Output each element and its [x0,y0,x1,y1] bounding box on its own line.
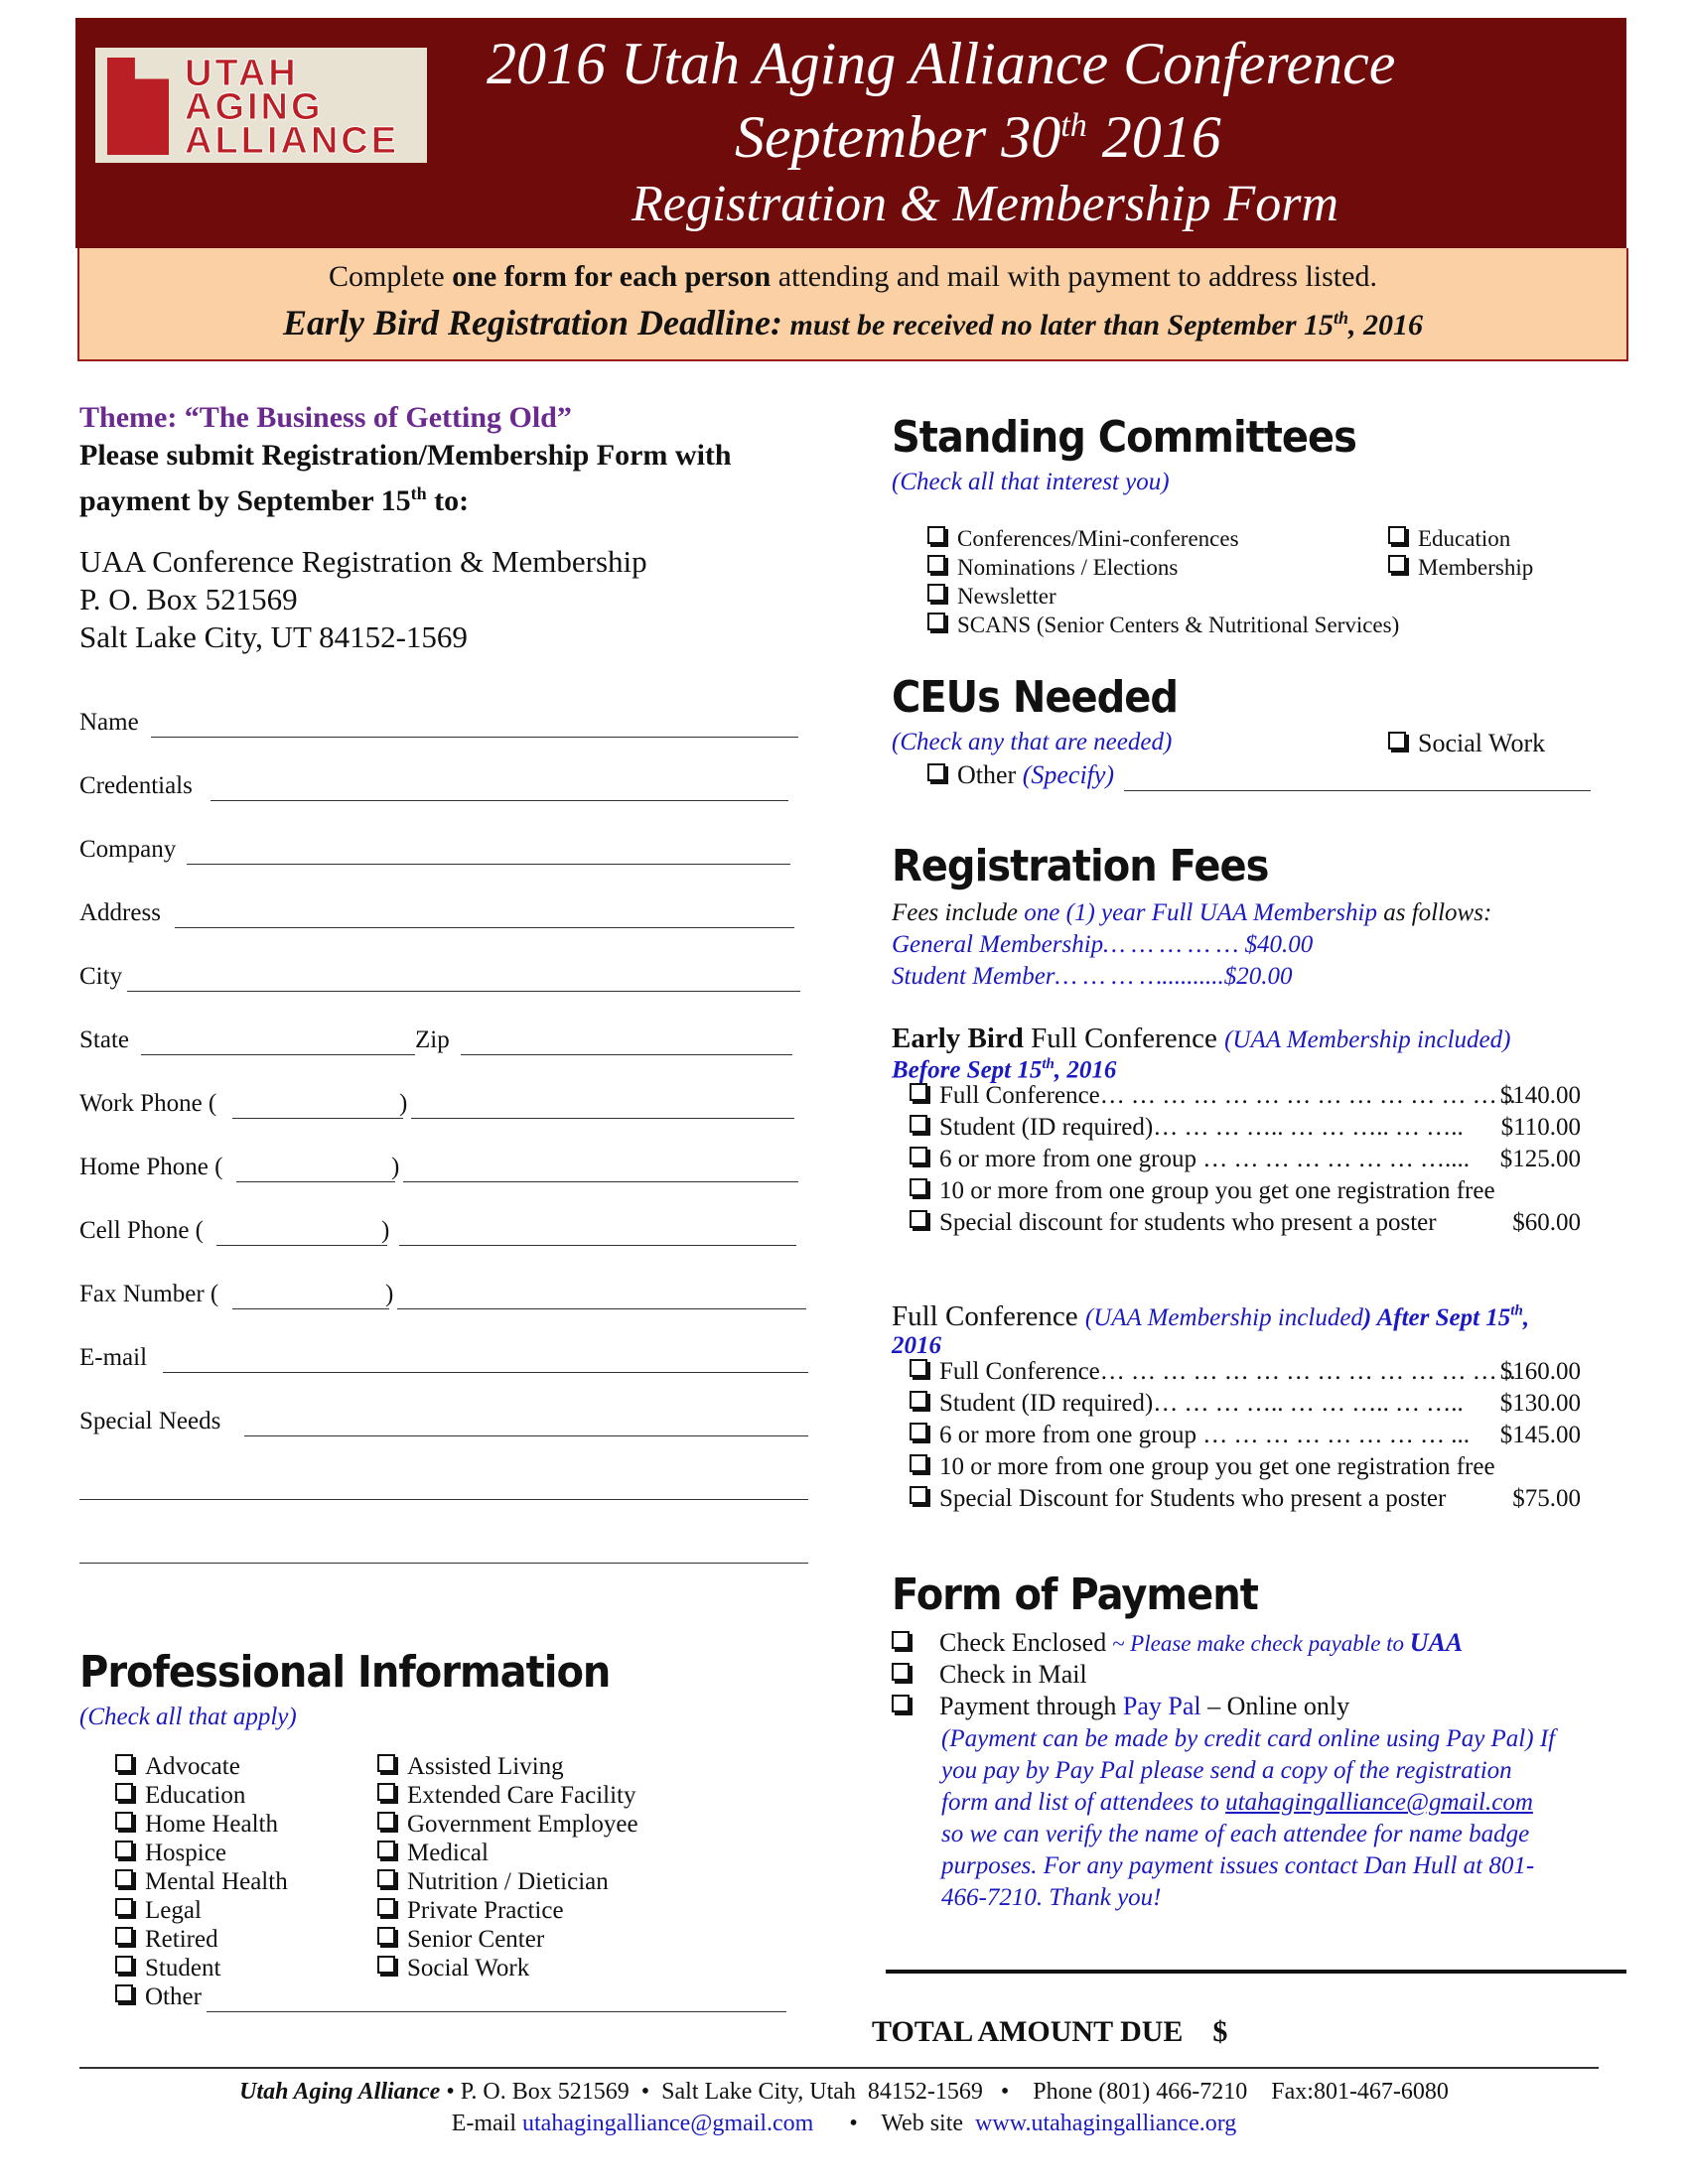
checkbox-icon[interactable] [927,763,945,781]
checkbox-icon[interactable] [910,1391,927,1409]
checkbox-icon[interactable] [910,1423,927,1440]
checkbox-label: Education [1418,526,1511,551]
profession-other-field[interactable] [207,2011,786,2012]
ceu-other-checkbox[interactable]: Other (Specify) [927,760,1114,790]
late-registration-year: 2016 [892,1332,941,1359]
committee-checkbox[interactable] [927,526,1239,552]
company-field[interactable] [187,864,790,865]
city-field[interactable] [127,991,800,992]
profession-checkbox[interactable] [377,1840,489,1867]
checkbox-icon[interactable] [115,1984,133,2002]
city-label: City [79,963,123,990]
work-phone-area-code[interactable] [232,1118,403,1119]
utah-state-icon [107,58,169,155]
checkbox-icon[interactable] [910,1210,927,1228]
checkbox-icon[interactable] [377,1783,395,1801]
checkbox-label: Newsletter [957,584,1056,609]
checkbox-icon[interactable] [1388,732,1406,750]
early-bird-deadline: Before Sept 15th, 2016 [892,1056,1117,1084]
committee-checkbox[interactable] [1388,526,1510,552]
paren-close: ) [391,1154,400,1180]
checkbox-icon[interactable] [927,555,945,573]
address-label: Address [79,899,161,926]
checkbox-icon[interactable] [377,1898,395,1916]
checkbox-label: Other [145,1983,202,2010]
fee-option-checkbox[interactable] [910,1422,1470,1449]
fee-price: $110.00 [1500,1114,1581,1141]
email-link[interactable]: utahagingalliance@gmail.com [1225,1789,1533,1816]
submit-instructions: Please submit Registration/Membership Form with payment by September 15th to: [79,439,732,517]
checkbox-label: Full Conference… … … … … … … … … … … … … .. [939,1358,1516,1385]
logo-text-line: ALLIANCE [185,120,400,162]
professional-info-subheading: (Check all that apply) [79,1704,297,1730]
checkbox-label: Nutrition / Dietician [407,1868,609,1895]
checkbox-label: 10 or more from one group you get one registration free [939,1453,1495,1480]
checkbox-icon[interactable] [115,1783,133,1801]
checkbox-label: 6 or more from one group … … … … … … … ….... [939,1146,1470,1172]
special-needs-field[interactable] [244,1435,808,1436]
checkbox-label: Student [145,1955,221,1981]
checkbox-icon[interactable] [910,1178,927,1196]
committee-checkbox[interactable] [927,613,1399,638]
profession-checkbox[interactable] [115,1782,245,1810]
cell-phone-area-code[interactable] [216,1245,387,1246]
fee-price: $160.00 [1499,1358,1581,1385]
uaa-logo [95,48,427,163]
checkbox-label: Full Conference… … … … … … … … … … … … … .. [939,1082,1516,1109]
profession-checkbox[interactable] [377,1897,564,1925]
checkbox-icon[interactable] [910,1486,927,1504]
profession-checkbox[interactable] [115,1840,226,1867]
profession-checkbox[interactable] [115,1897,202,1925]
profession-checkbox[interactable] [115,1868,288,1896]
checkbox-icon[interactable] [892,1695,910,1712]
registration-fees-heading: Registration Fees [892,842,1269,891]
student-membership-fee: Student Member… … … …..........$20.00 [892,963,1293,990]
checkbox-label: Retired [145,1926,218,1953]
checkbox-icon[interactable] [927,584,945,602]
email-field[interactable] [163,1372,808,1373]
zip-label: Zip [415,1026,450,1053]
conference-title: 2016 Utah Aging Alliance Conference [487,31,1396,96]
checkbox-icon[interactable] [892,1663,910,1681]
check-in-mail-checkbox[interactable]: Check in Mail [892,1660,1087,1690]
checkbox-label: Student (ID required)… … … ….. … … ….. … ….. [939,1390,1464,1417]
checkbox-label: 6 or more from one group … … … … … … … … ... [939,1422,1470,1448]
company-label: Company [79,836,177,863]
checkbox-label: Hospice [145,1840,226,1866]
fee-option-checkbox[interactable] [910,1209,1437,1237]
footer-website-link[interactable]: www.utahagingalliance.org [975,2111,1237,2136]
name-field[interactable] [151,737,798,738]
fee-price: $130.00 [1499,1390,1581,1417]
checkbox-icon[interactable] [115,1927,133,1945]
email-label: E-mail [79,1344,148,1371]
logo-text-line: AGING [185,86,324,128]
paren-close: ) [385,1281,394,1307]
early-bird-title: Early Bird Full Conference (UAA Membership included) [892,1023,1511,1054]
work-phone-field[interactable] [411,1118,794,1119]
professional-info-heading: Professional Information [79,1648,611,1698]
ceus-heading: CEUs Needed [892,673,1179,723]
checkbox-label: Private Practice [407,1897,564,1924]
work-phone-label: Work Phone ( [79,1090,217,1117]
profession-checkbox[interactable] [115,1983,202,2011]
credentials-label: Credentials [79,772,193,799]
logo-text-line: UTAH [185,53,299,94]
instruction-text: Complete one form for each person attending and mail with payment to address listed. [329,260,1377,293]
fees-intro: Fees include one (1) year Full UAA Membership as follows: [892,899,1492,926]
checkbox-icon[interactable] [377,1812,395,1830]
special-needs-line-3[interactable] [79,1563,808,1564]
fax-area-code[interactable] [232,1308,389,1309]
home-phone-field[interactable] [403,1181,798,1182]
fax-field[interactable] [397,1308,806,1309]
checkbox-label: Social Work [407,1955,530,1981]
checkbox-icon[interactable] [1388,555,1406,573]
state-label: State [79,1026,129,1053]
checkbox-icon[interactable] [377,1956,395,1974]
footer-links: E-mail utahagingalliance@gmail.com • Web site www.utahagingalliance.org [451,2111,1237,2136]
checkbox-label: Extended Care Facility [407,1782,636,1809]
home-phone-label: Home Phone ( [79,1154,223,1180]
mailing-address-line: Salt Lake City, UT 84152-1569 [79,619,468,654]
profession-checkbox[interactable] [115,1955,220,1982]
checkbox-icon[interactable] [115,1841,133,1858]
checkbox-label: Nominations / Elections [957,555,1179,580]
ceu-other-specify-field[interactable] [1124,790,1591,791]
fee-option-checkbox[interactable] [910,1146,1470,1173]
checkbox-label: Mental Health [145,1868,288,1895]
checkbox-icon[interactable] [377,1841,395,1858]
paren-close: ) [399,1090,408,1117]
profession-checkbox[interactable] [115,1926,218,1954]
checkbox-label: Advocate [145,1753,240,1780]
cell-phone-label: Cell Phone ( [79,1217,204,1244]
checkbox-label: Medical [407,1840,489,1866]
ceus-subheading: (Check any that are needed) [892,729,1173,755]
profession-checkbox[interactable] [115,1811,278,1839]
form-title: Registration & Membership Form [632,176,1339,232]
checkbox-icon[interactable] [377,1869,395,1887]
standing-committees-heading: Standing Committees [892,413,1356,463]
profession-checkbox[interactable] [377,1782,635,1810]
profession-checkbox[interactable] [377,1753,564,1781]
checkbox-icon[interactable] [115,1956,133,1974]
theme-title: Theme: “The Business of Getting Old” [79,401,572,434]
credentials-field[interactable] [211,800,788,801]
mailing-address-line: P. O. Box 521569 [79,582,298,616]
deadline-text: Early Bird Registration Deadline: must be received no later than September 15th, 2016 [282,303,1424,342]
fee-option-checkbox[interactable] [910,1177,1495,1205]
fee-option-checkbox[interactable] [910,1390,1464,1418]
checkbox-label: Legal [145,1897,202,1924]
checkbox-icon[interactable] [115,1812,133,1830]
footer-email-link[interactable]: utahagingalliance@gmail.com [522,2111,814,2136]
fee-price: $140.00 [1499,1082,1581,1109]
checkbox-icon[interactable] [115,1869,133,1887]
checkbox-label: 10 or more from one group you get one registration free [939,1177,1495,1204]
checkbox-label: Student (ID required)… … … ….. … … ….. … ….. [939,1114,1464,1141]
total-divider [886,1970,1626,1974]
profession-checkbox[interactable] [377,1811,638,1839]
cell-phone-field[interactable] [399,1245,796,1246]
checkbox-icon[interactable] [892,1631,910,1649]
fee-option-checkbox[interactable] [910,1082,1516,1110]
fee-option-checkbox[interactable] [910,1358,1516,1386]
instruction-band [77,248,1628,361]
checkbox-label: Senior Center [407,1926,545,1953]
checkbox-icon[interactable] [1388,526,1406,544]
ceu-social-work-checkbox[interactable]: Social Work [1388,729,1545,758]
fax-label: Fax Number ( [79,1281,219,1307]
profession-checkbox[interactable] [377,1955,529,1982]
committee-checkbox[interactable] [1388,555,1533,581]
fee-price: $75.00 [1512,1485,1581,1512]
profession-checkbox[interactable] [115,1753,240,1781]
total-amount-due: TOTAL AMOUNT DUE $ [872,2015,1228,2048]
home-phone-area-code[interactable] [236,1181,395,1182]
checkbox-label: Membership [1418,555,1534,580]
special-needs-line-2[interactable] [79,1499,808,1500]
checkbox-label: Special Discount for Students who present a poster [939,1485,1447,1512]
fee-price: $145.00 [1499,1422,1581,1448]
checkbox-label: Conferences/Mini-conferences [957,526,1239,551]
profession-checkbox[interactable] [377,1926,544,1954]
checkbox-label: SCANS (Senior Centers & Nutritional Services) [957,613,1400,637]
paypal-checkbox[interactable]: Payment through Pay Pal – Online only [892,1692,1349,1721]
footer-contact: Utah Aging Alliance • P. O. Box 521569 • Salt Lake City, Utah 84152-1569 • Phone (801) 466-7210 Fax:801-467-6080 [239,2079,1449,2105]
zip-field[interactable] [461,1054,792,1055]
paypal-note: (Payment can be made by credit card online using Pay Pal) If you pay by Pay Pal please send a copy of the registration form and list of attendees to utahagingalliance@gmail.com so we can verify the name of each attendee for name badge purposes. For any payment issues contact Dan Hull at 801- 466-7210. Thank you! [941,1725,1556,1911]
special-needs-label: Special Needs [79,1408,221,1434]
checkbox-label: Assisted Living [407,1753,564,1780]
fee-option-checkbox[interactable] [910,1114,1464,1142]
state-field[interactable] [141,1054,415,1055]
mailing-address-line: UAA Conference Registration & Membership [79,544,647,579]
check-enclosed-checkbox[interactable]: Check Enclosed ~ Please make check payable to UAA [892,1628,1463,1658]
checkbox-icon[interactable] [910,1083,927,1101]
general-membership-fee: General Membership… … … … … $40.00 [892,931,1314,958]
name-label: Name [79,709,139,736]
profession-checkbox[interactable] [377,1868,609,1896]
late-registration-title: Full Conference (UAA Membership included) After Sept 15th, [892,1300,1530,1332]
checkbox-label: Government Employee [407,1811,638,1838]
checkbox-label: Home Health [145,1811,278,1838]
checkbox-icon[interactable] [377,1754,395,1772]
fee-option-checkbox[interactable] [910,1453,1495,1481]
checkbox-icon[interactable] [910,1454,927,1472]
committee-checkbox[interactable] [927,555,1178,581]
fee-price: $125.00 [1499,1146,1581,1172]
paren-close: ) [381,1217,390,1244]
fee-price: $60.00 [1512,1209,1581,1236]
standing-committees-subheading: (Check all that interest you) [892,469,1170,495]
form-of-payment-heading: Form of Payment [892,1570,1258,1620]
checkbox-icon[interactable] [377,1927,395,1945]
checkbox-icon[interactable] [910,1115,927,1133]
fee-option-checkbox[interactable] [910,1485,1446,1513]
committee-checkbox[interactable] [927,584,1056,610]
checkbox-icon[interactable] [927,526,945,544]
address-field[interactable] [175,927,794,928]
checkbox-label: Education [145,1782,246,1809]
checkbox-icon[interactable] [910,1147,927,1164]
checkbox-icon[interactable] [115,1898,133,1916]
footer-divider [79,2067,1599,2069]
checkbox-icon[interactable] [927,613,945,630]
checkbox-icon[interactable] [910,1359,927,1377]
checkbox-label: Special discount for students who present a poster [939,1209,1437,1236]
checkbox-icon[interactable] [115,1754,133,1772]
conference-date: September 30th 2016 [735,104,1221,170]
